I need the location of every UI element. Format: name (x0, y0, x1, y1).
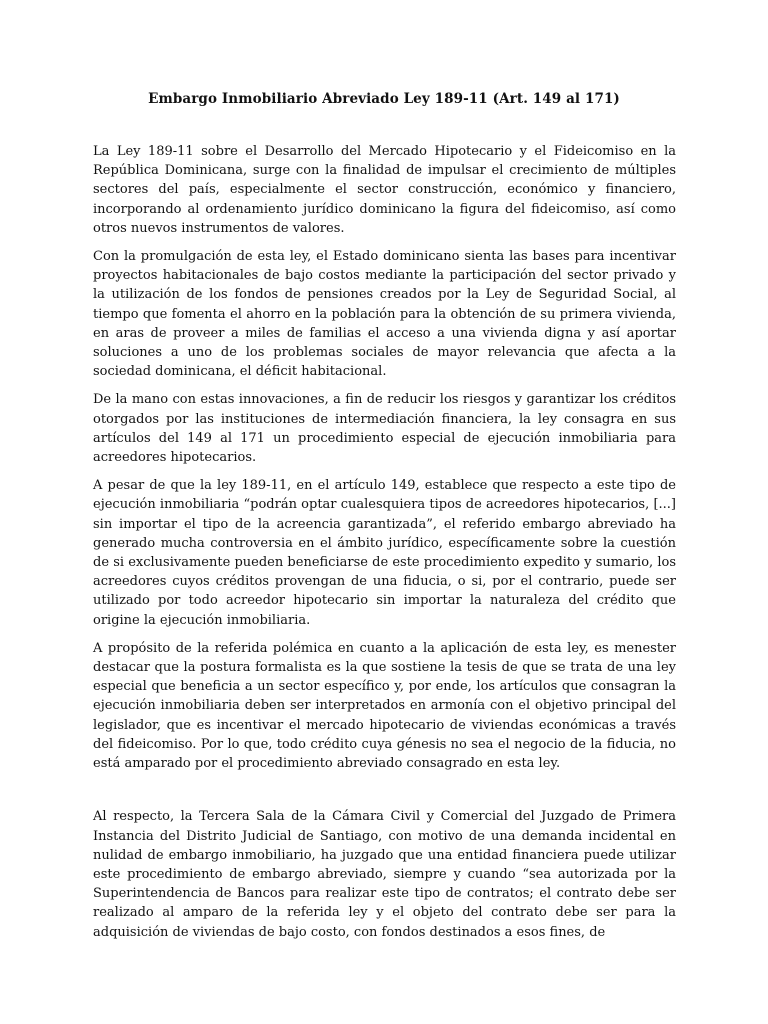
paragraph-2: Con la promulgación de esta ley, el Estado dominicano sienta las bases para incentivar proyectos habitacionales de bajo costos mediante la participación del sector privado y la utilización de los fondos de pensiones creados por la Ley de Seguridad Social, al tiempo que fomenta el ahorro en la población para la obtención de su primera vivienda, en aras de proveer a miles de familias el acceso a una vivienda digna y así aportar soluciones a uno de los problemas sociales de mayor relevancia que afecta a la sociedad dominicana, el déficit habitacional. (93, 249, 676, 380)
paragraph-3: De la mano con estas innovaciones, a fin de reducir los riesgos y garantizar los créditos otorgados por las instituciones de intermediación financiera, la ley consagra en sus artículos del 149 al 171 un procedimiento especial de ejecución inmobiliaria para acreedores hipotecarios. (93, 392, 676, 466)
paragraph-1: La Ley 189-11 sobre el Desarrollo del Mercado Hipotecario y el Fideicomiso en la República Dominicana, surge con la finalidad de impulsar el crecimiento de múltiples sectores del país, especialmente el sector construcción, económico y financiero, incorporando al ordenamiento jurídico dominicano la figura del fideicomiso, así como otros nuevos instrumentos de valores. (93, 144, 676, 236)
document-title: Embargo Inmobiliario Abreviado Ley 189-11 (Art. 149 al 171) (148, 91, 620, 107)
document-body (93, 142, 676, 951)
paragraph-6: Al respecto, la Tercera Sala de la Cámara Civil y Comercial del Juzgado de Primera Instancia del Distrito Judicial de Santiago, con motivo de una demanda incidental en nulidad de embargo inmobiliario, ha juzgado que una entidad financiera puede utilizar este procedimiento de embargo abreviado, siempre y cuando “sea autorizada por la Superintendencia de Bancos para realizar este tipo de contratos; el contrato debe ser realizado al amparo de la referida ley y el objeto del contrato debe ser para la adquisición de viviendas de bajo costo, con fondos destinados a esos fines, de (93, 809, 676, 940)
paragraph-4: A pesar de que la ley 189-11, en el artículo 149, establece que respecto a este tipo de ejecución inmobiliaria “podrán optar cualesquiera tipos de acreedores hipotecarios, [...] sin importar el tipo de la acreencia garantizada”, el referido embargo abreviado ha generado mucha controversia en el ámbito jurídico, específicamente sobre la cuestión de si exclusivamente pueden beneficiarse de este procedimiento expedito y sumario, los acreedores cuyos créditos provengan de una fiducia, o si, por el contrario, puede ser utilizado por todo acreedor hipotecario sin importar la naturaleza del crédito que origine la ejecución inmobiliaria. (93, 478, 676, 628)
paragraph-5: A propósito de la referida polémica en cuanto a la aplicación de esta ley, es menester destacar que la postura formalista es la que sostiene la tesis de que se trata de una ley especial que beneficia a un sector específico y, por ende, los artículos que consagran la ejecución inmobiliaria deben ser interpretados en armonía con el objetivo principal del legislador, que es incentivar el mercado hipotecario de viviendas económicas a través del fideicomiso. Por lo que, todo crédito cuya génesis no sea el negocio de la fiducia, no está amparado por el procedimiento abreviado consagrado en esta ley. (93, 640, 676, 772)
